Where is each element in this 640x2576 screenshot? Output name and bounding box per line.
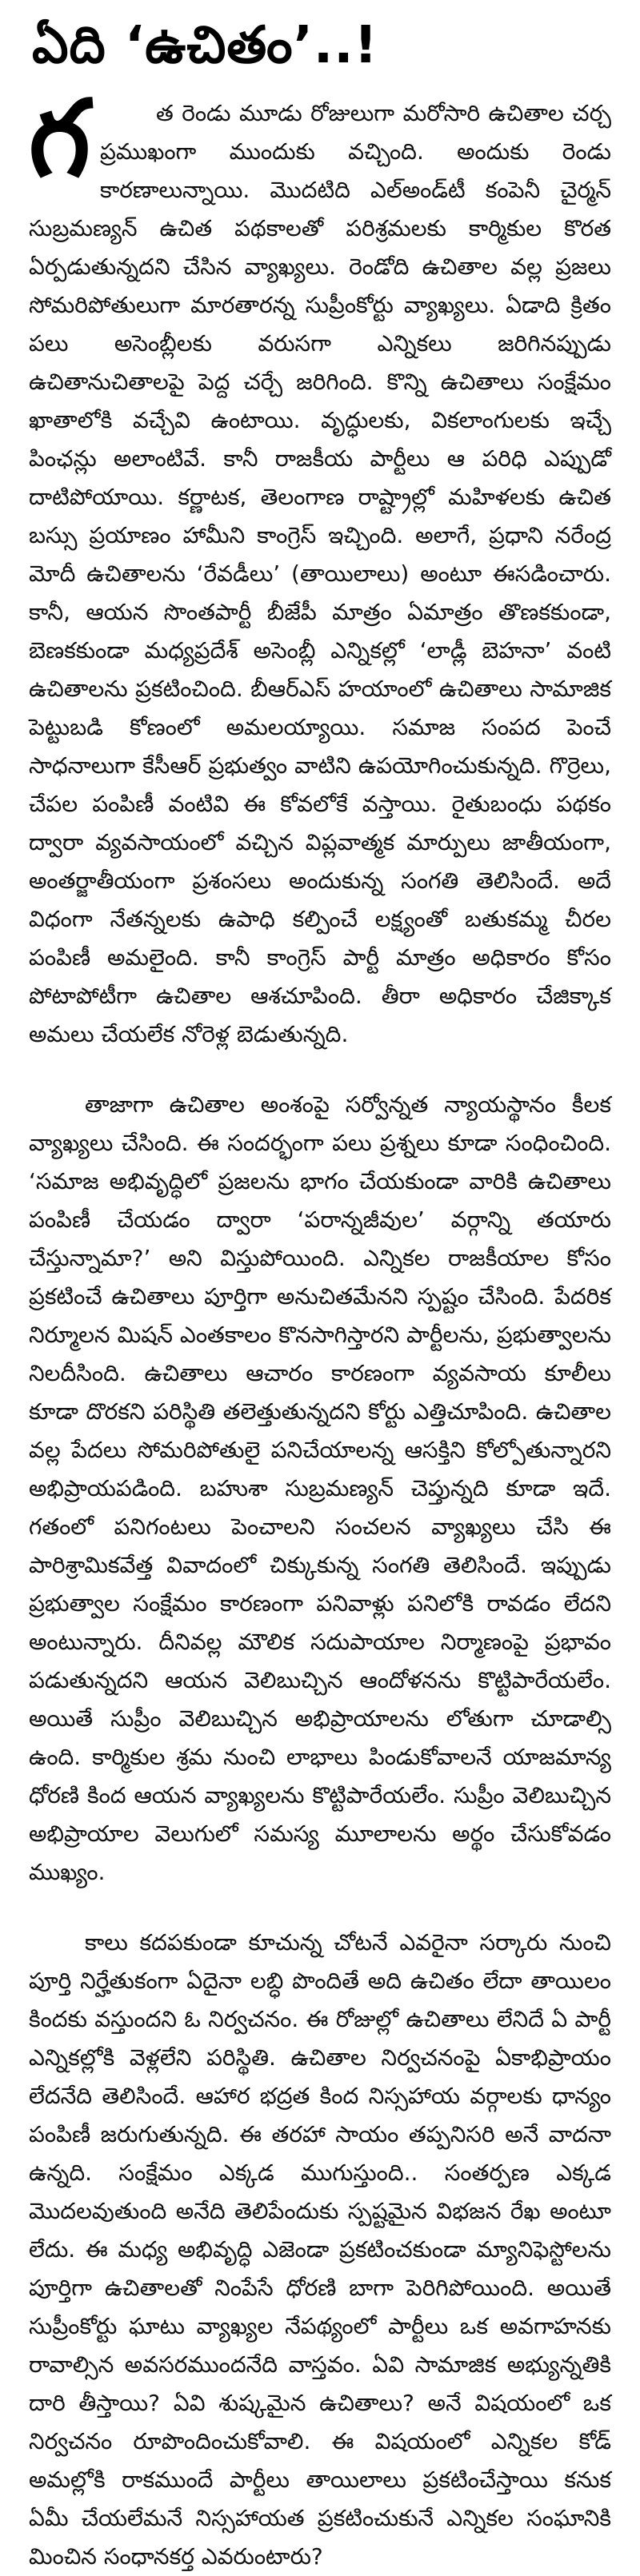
- paragraph-1: [29, 78, 611, 1054]
- paragraph-1-text: త రెండు మూడు రోజులుగా మరోసారి ఉచితాల చర్చ ప్రముఖంగా ముందుకు వచ్చింది. అందుకు రెండు కారణాలున్నాయి. మొదటిది ఎల్అండ్‌టీ కంపెనీ చైర్మన్ సుబ్రమణ్యన్ ఉచిత పథకాలతో పరిశ్రమలకు కార్మికుల కొరత ఏర్పడుతున్నదని చేసిన వ్యాఖ్యలు. రెండోది ఉచితాల వల్ల ప్రజలు సోమరిపోతులుగా మారతారన్న సుప్రీంకోర్టు వ్యాఖ్యలు. ఏడాది క్రితం పలు అసెంబ్లీలకు వరుసగా ఎన్నికలు జరిగినప్పుడు ఉచితానుచితాలపై పెద్ద చర్చే జరిగింది. కొన్ని ఉచితాలు సంక్షేమం ఖాతాలోకి వచ్చేవి ఉంటాయి. వృద్ధులకు, వికలాంగులకు ఇచ్చే పింఛన్లు అలాంటివే. కానీ రాజకీయ పార్టీలు ఆ పరిధి ఎప్పుడో దాటిపోయాయి. కర్ణాటక, తెలంగాణ రాష్ట్రాల్లో మహిళలకు ఉచిత బస్సు ప్రయాణం హామీని కాంగ్రెస్ ఇచ్చింది. అలాగే, ప్రధాని నరేంద్ర మోదీ ఉచితాలను ‘రేవడీలు’ (తాయిలాలు) అంటూ ఈసడించారు. కానీ, ఆయన సొంతపార్టీ బీజేపీ మాత్రం ఏమాత్రం తొణకకుండా, బెణకకుండా మధ్యప్రదేశ్ అసెంబ్లీ ఎన్నికల్లో ‘లాడ్లీ బెహనా’ వంటి ఉచితాలను ప్రకటించింది. బీఆర్ఎస్ హయాంలో ఉచితాలు సామాజిక పెట్టుబడి కోణంలో అమలయ్యాయి. సమాజ సంపద పెంచే సాధనాలుగా కేసీఆర్ ప్రభుత్వం వాటిని ఉపయోగించుకున్నది. గొర్రెలు, చేపల పంపిణీ వంటివి ఈ కోవలోకే వస్తాయి. రైతుబంధు పథకం ద్వారా వ్యవసాయంలో వచ్చిన విప్లవాత్మక మార్పులు జాతీయంగా, అంతర్జాతీయంగా ప్రశంసలు అందుకున్న సంగతి తెలిసిందే. అదే విధంగా నేతన్నలకు ఉపాధి కల్పించే లక్ష్యంతో బతుకమ్మ చీరల పంపిణీ అమలైంది. కానీ కాంగ్రెస్ పార్టీ మాత్రం అధికారం కోసం పోటాపోటీగా ఉచితాల ఆశచూపింది. తీరా అధికారం చేజిక్కాక అమలు చేయలేక నోరెళ్ల బెడుతున్నది.: [29, 100, 611, 1047]
- headline: ఏది ‘ఉచితం’..!: [32, 16, 378, 75]
- paragraph-2: తాజాగా ఉచితాల అంశంపై సర్వోన్నత న్యాయస్థానం కీలక వ్యాఖ్యలు చేసింది. ఈ సందర్భంగా పలు ప్రశ్నలు కూడా సంధించింది. ‘సమాజ అభివృద్ధిలో ప్రజలను భాగం చేయకుండా వారికి ఉచితాలు పంపిణీ చేయడం ద్వారా ‘పరాన్నజీవుల’ వర్గాన్ని తయారు చేస్తున్నామా?’ అని విస్తుపోయింది. ఎన్నికల రాజకీయాల కోసం ప్రకటించే ఉచితాలు పూర్తిగా అనుచితమేనని స్పష్టం చేసింది. పేదరిక నిర్మూలన మిషన్ ఎంతకాలం కొనసాగిస్తారని పార్టీలను, ప్రభుత్వాలను నిలదీసింది. ఉచితాలు ఆచారం కారణంగా వ్యవసాయ కూలీలు కూడా దొరకని పరిస్థితి తలెత్తుతున్నదని కోర్టు ఎత్తిచూపింది. ఉచితాల వల్ల పేదలు సోమరిపోతులై పనిచేయాలన్న ఆసక్తిని కోల్పోతున్నారని అభిప్రాయపడింది. బహుశా సుబ్రమణ్యన్ చెప్తున్నది కూడా ఇదే. గతంలో పనిగంటలు పెంచాలని సంచలన వ్యాఖ్యలు చేసి ఈ పారిశ్రామికవేత్త వివాదంలో చిక్కుకున్న సంగతి తెలిసిందే. ఇప్పుడు ప్రభుత్వాల సంక్షేమం కారణంగా పనివాళ్లు పనిలోకి రావడం లేదని అంటున్నారు. దీనివల్ల మౌలిక సదుపాయాల నిర్మాణంపై ప్రభావం పడుతున్నదని ఆయన వెలిబుచ్చిన ఆందోళనను కొట్టిపారేయలేం. అయితే సుప్రీం వెలిబుచ్చిన అభిప్రాయాలను లోతుగా చూడాల్సి ఉంది. కార్మికుల శ్రమ నుంచి లాభాలు పిండుకోవాలనే యాజమాన్య ధోరణి కింద ఆయన వ్యాఖ్యలను కొట్టిపారేయలేం. సుప్రీం వెలిబుచ్చిన అభిప్రాయాల వెలుగులో సమస్య మూలాలను అర్థం చేసుకోవడం ముఖ్యం.: [29, 1091, 611, 1885]
- article-body: [29, 78, 611, 2576]
- paragraph-3: కాలు కదపకుండా కూచున్న చోటనే ఎవరైనా సర్కారు నుంచి పూర్తి నిర్హేతుకంగా ఏదైనా లబ్ధి పొందితే అది ఉచితం లేదా తాయిలం కిందకు వస్తుందని ఓ నిర్వచనం. ఈ రోజుల్లో ఉచితాలు లేనిదే ఏ పార్టీ ఎన్నికల్లోకి వెళ్లలేని పరిస్థితి. ఉచితాల నిర్వచనంపై ఏకాభిప్రాయం లేదనేది తెలిసిందే. ఆహార భద్రత కింద నిస్సహాయ వర్గాలకు ధాన్యం పంపిణీ జరుగుతున్నది. ఈ తరహా సాయం తప్పనిసరి అనే వాదనా ఉన్నది. సంక్షేమం ఎక్కడ ముగుస్తుంది.. సంతర్పణ ఎక్కడ మొదలవుతుంది అనేది తెలిపేందుకు స్పష్టమైన విభజన రేఖ అంటూ లేదు. ఈ మధ్య అభివృద్ధి ఎజెండా ప్రకటించకుండా మ్యానిఫెస్టోలను పూర్తిగా ఉచితాలతో నింపేసే ధోరణి బాగా పెరిగిపోయింది. అయితే సుప్రీంకోర్టు ఘాటు వ్యాఖ్యల నేపథ్యంలో పార్టీలు ఒక అవగాహనకు రావాల్సిన అవసరముందనేది వాస్తవం. ఏవి సామాజిక అభ్యున్నతికి దారి తీస్తాయి? ఏవి శుష్కమైన ఉచితాలు? అనే విషయంలో ఒక నిర్వచనం రూపొందించుకోవాలి. ఈ విషయంలో ఎన్నికల కోడ్ అమల్లోకి రాకముందే పార్టీలు తాయిలాలు ప్రకటించేస్తాయి కనుక ఏమీ చేయలేమనే నిస్సహాయత ప్రకటించుకునే ఎన్నికల సంఘానికి మించిన సంధానకర్త ఎవరుంటారు?: [29, 1929, 611, 2570]
- drop-cap: గ: [29, 78, 90, 201]
